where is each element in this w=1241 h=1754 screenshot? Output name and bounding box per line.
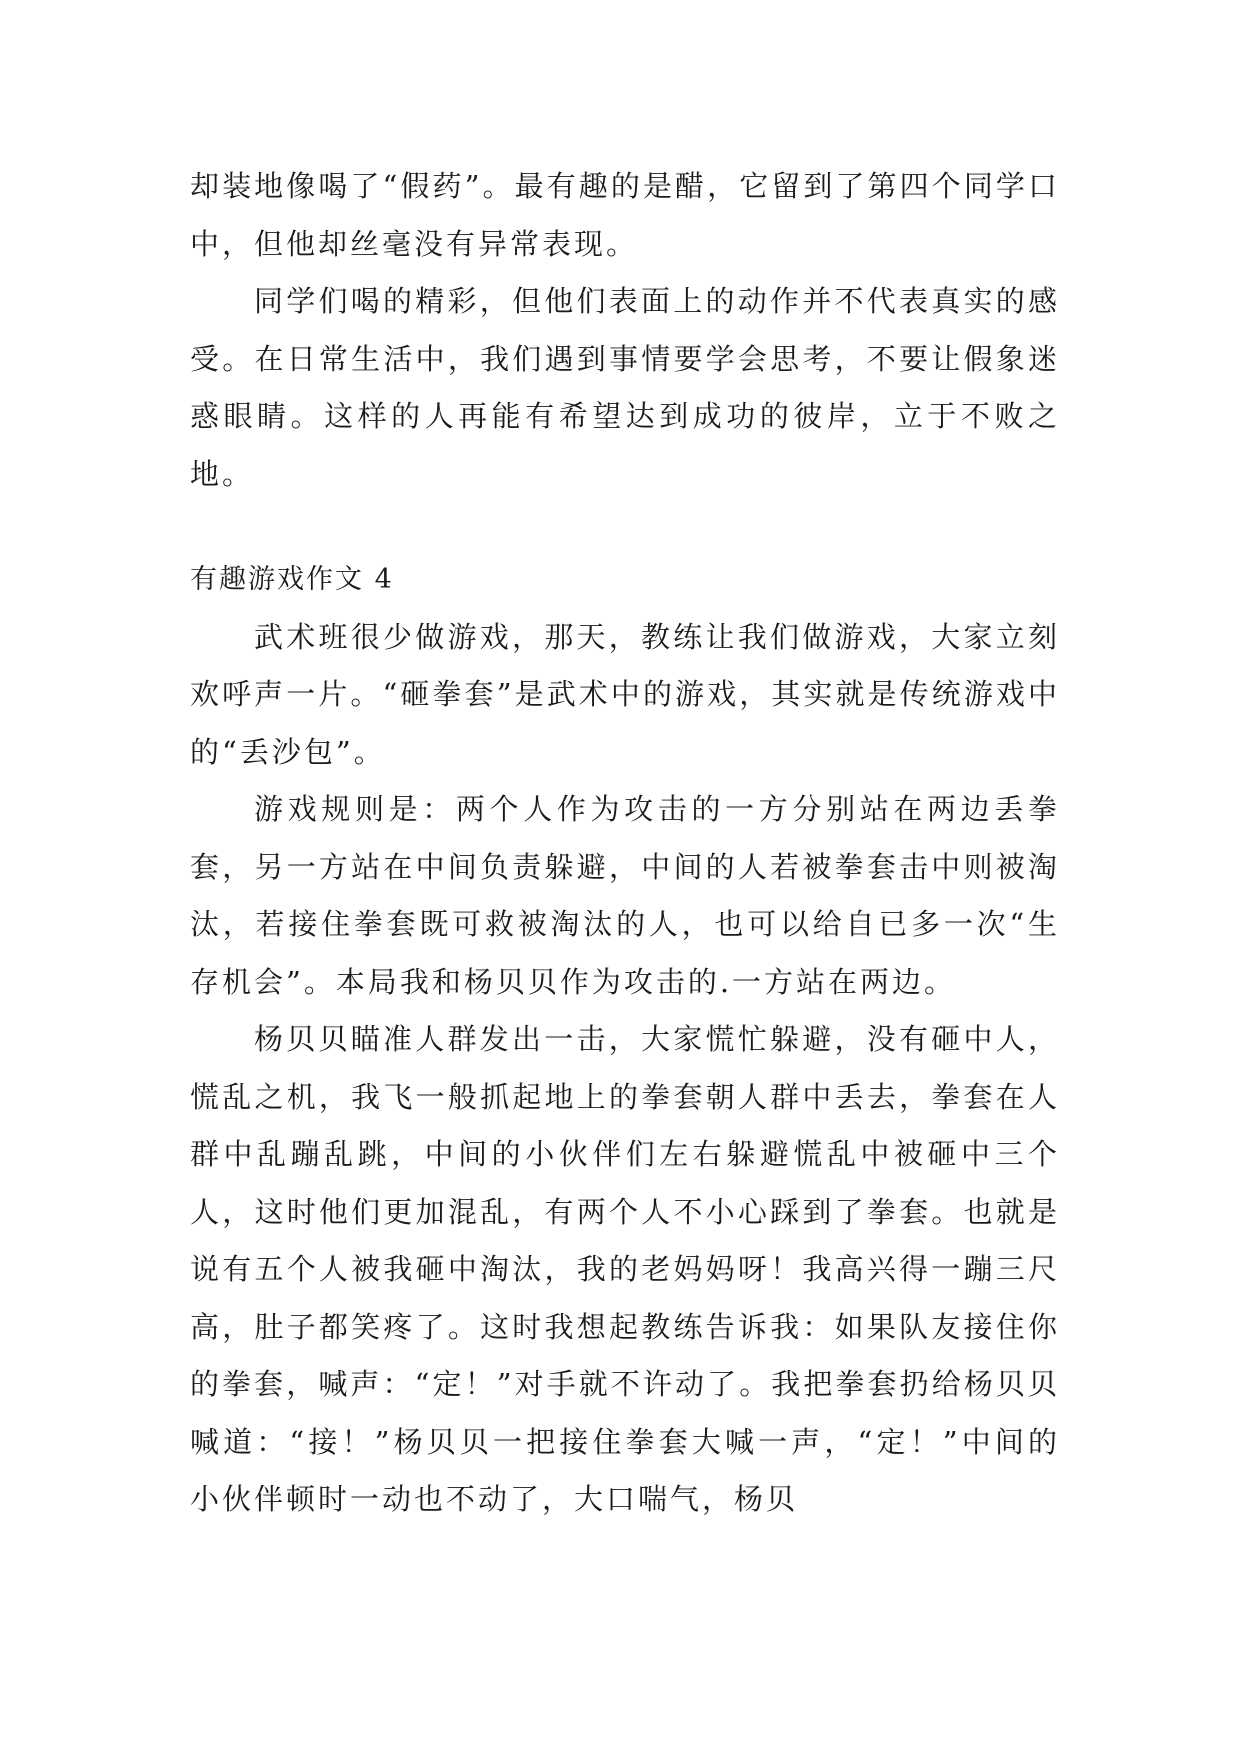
paragraph-continued: 却装地像喝了“假药”。最有趣的是醋，它留到了第四个同学口中，但他却丝毫没有异常表现。 [190, 169, 1060, 261]
paragraph-conclusion: 同学们喝的精彩，但他们表面上的动作并不代表真实的感受。在日常生活中，我们遇到事情要学会思考，不要让假象迷惑眼睛。这样的人再能有希望达到成功的彼岸，立于不败之地。 [190, 284, 1060, 491]
paragraph-game-story: 杨贝贝瞄准人群发出一击，大家慌忙躲避，没有砸中人，慌乱之机，我飞一般抓起地上的拳套朝人群中丢去，拳套在人群中乱蹦乱跳，中间的小伙伴们左右躲避慌乱中被砸中三个人，这时他们更加混乱，有两个人不小心踩到了拳套。也就是说有五个人被我砸中淘汰，我的老妈妈呀！我高兴得一蹦三尺高，肚子都笑疼了。这时我想起教练告诉我：如果队友接住你的拳套，喊声：“定！”对手就不许动了。我把拳套扔给杨贝贝喊道：“接！”杨贝贝一把接住拳套大喊一声，“定！”中间的小伙伴顿时一动也不动了，大口喘气，杨贝 [190, 1022, 1060, 1516]
section-title: 有趣游戏作文 4 [190, 564, 394, 595]
paragraph-intro: 武术班很少做游戏，那天，教练让我们做游戏，大家立刻欢呼声一片。“砸拳套”是武术中的游戏，其实就是传统游戏中的“丢沙包”。 [190, 619, 1060, 769]
section-spacer [190, 503, 1060, 551]
paragraph-rules: 游戏规则是：两个人作为攻击的一方分别站在两边丢拳套，另一方站在中间负责躲避，中间的人若被拳套击中则被淘汰，若接住拳套既可救被淘汰的人，也可以给自已多一次“生存机会”。本局我和杨贝贝作为攻击的.一方站在两边。 [190, 792, 1060, 999]
document-body [190, 158, 1060, 1529]
